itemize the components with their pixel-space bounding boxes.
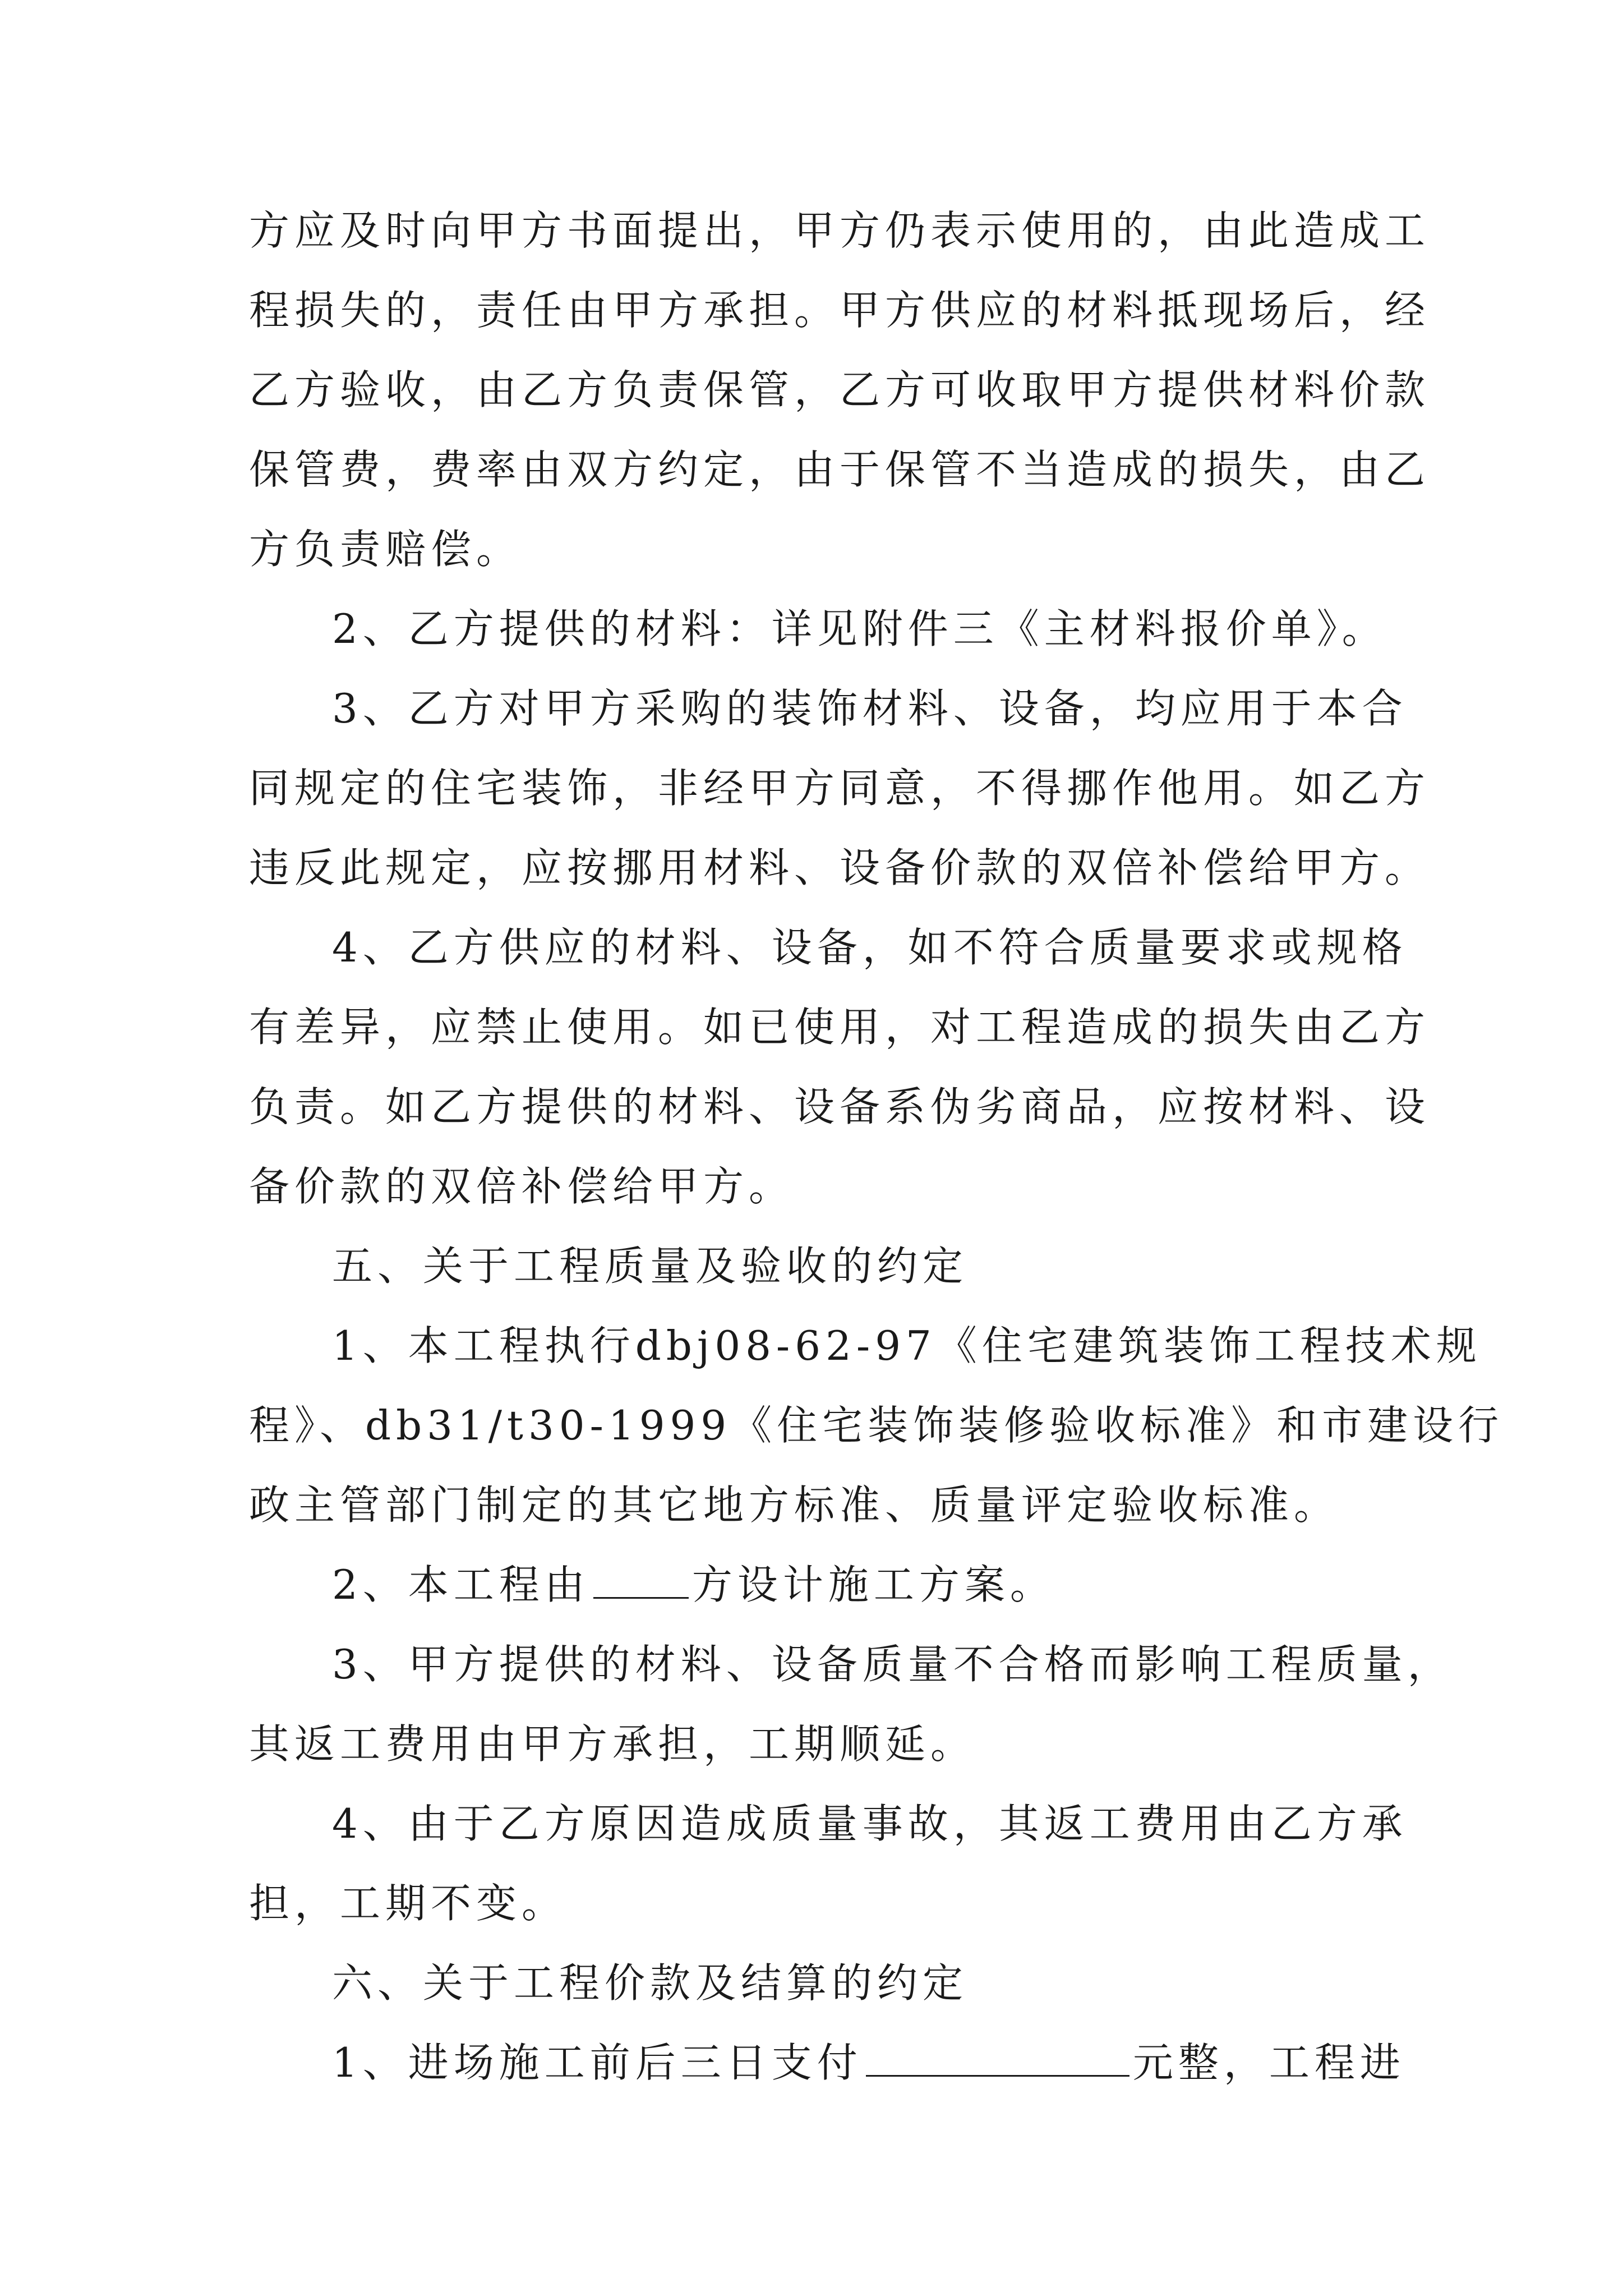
design-party-blank[interactable] [593, 1551, 689, 1599]
text-line: 其返工费用由甲方承担，工期顺延。 [249, 1720, 976, 1768]
clause-material-use: 3、乙方对甲方采购的装饰材料、设备，均应用于本合 [332, 685, 1408, 732]
text-line: 方负责赔偿。 [249, 526, 522, 573]
text-line: 政主管部门制定的其它地方标准、质量评定验收标准。 [249, 1481, 1340, 1529]
text-line: 方应及时向甲方书面提出，甲方仍表示使用的，由此造成工 [249, 207, 1431, 254]
text-line: 保管费，费率由双方约定，由于保管不当造成的损失，由乙 [249, 446, 1431, 493]
text-line: 乙方验收，由乙方负责保管，乙方可收取甲方提供材料价款 [249, 366, 1431, 413]
clause-material-supply: 2、乙方提供的材料：详见附件三《主材料报价单》。 [332, 605, 1387, 652]
design-text-after: 方设计施工方案。 [691, 1561, 1055, 1608]
section-heading-payment: 六、关于工程价款及结算的约定 [332, 1959, 969, 2007]
clause-material-quality: 4、乙方供应的材料、设备，如不符合质量要求或规格 [332, 924, 1408, 971]
text-line: 程》、db31/t30-1999《住宅装饰装修验收标准》和市建设行 [249, 1402, 1504, 1449]
clause-standards: 1、本工程执行dbj08-62-97《住宅建筑装饰工程技术规 [332, 1322, 1482, 1369]
text-line: 备价款的双倍补偿给甲方。 [249, 1163, 795, 1210]
clause-payment [249, 2023, 1405, 2102]
design-text-before: 2、本工程由 [332, 1561, 590, 1608]
text-line: 担，工期不变。 [249, 1880, 568, 1927]
payment-text-before: 1、进场施工前后三日支付 [332, 2039, 863, 2086]
text-line: 同规定的住宅装饰，非经甲方同意，不得挪作他用。如乙方 [249, 765, 1431, 812]
contract-text [249, 191, 1504, 2102]
text-line: 违反此规定，应按挪用材料、设备价款的双倍补偿给甲方。 [249, 844, 1431, 891]
payment-amount-blank[interactable] [866, 2029, 1129, 2077]
text-line: 有差异，应禁止使用。如已使用，对工程造成的损失由乙方 [249, 1004, 1431, 1051]
clause-contractor-defect: 4、由于乙方原因造成质量事故，其返工费用由乙方承 [332, 1800, 1408, 1847]
payment-text-after: 元整，工程进 [1132, 2039, 1405, 2086]
clause-owner-material-defect: 3、甲方提供的材料、设备质量不合格而影响工程质量， [332, 1641, 1453, 1688]
text-line: 负责。如乙方提供的材料、设备系伪劣商品，应按材料、设 [249, 1083, 1431, 1130]
clause-design [249, 1545, 1387, 1625]
text-line: 程损失的，责任由甲方承担。甲方供应的材料抵现场后，经 [249, 287, 1431, 334]
section-heading-quality: 五、关于工程质量及验收的约定 [332, 1243, 969, 1290]
